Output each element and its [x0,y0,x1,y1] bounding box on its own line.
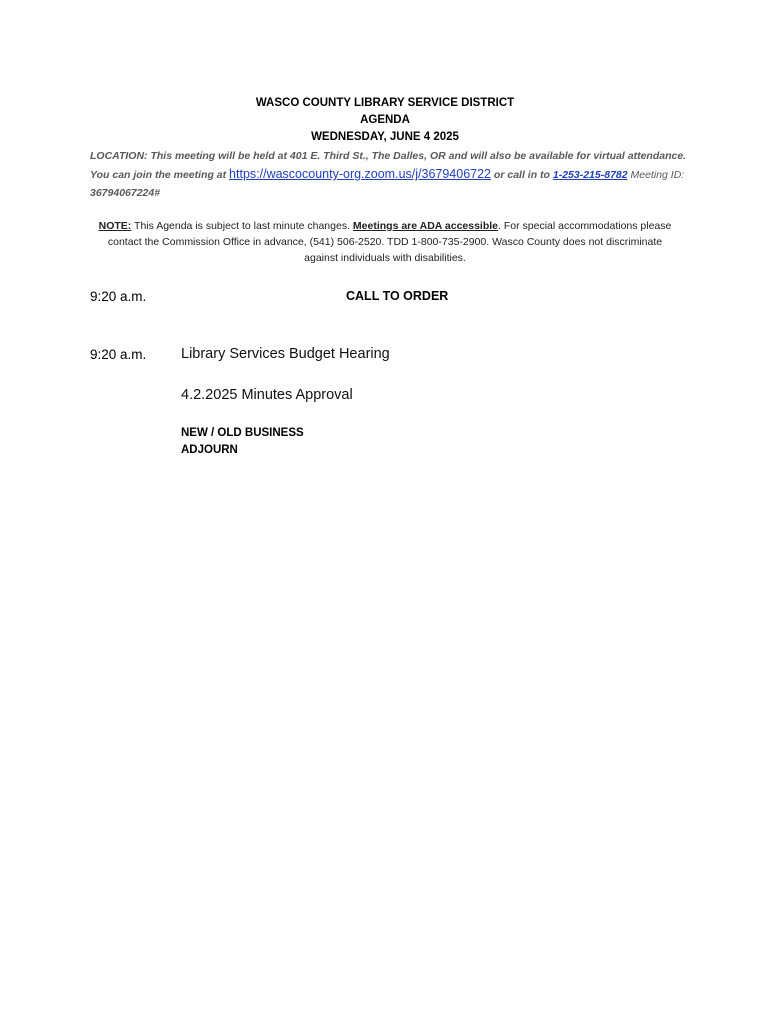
agenda-item-new-old-business: NEW / OLD BUSINESS [181,427,304,439]
agenda-title: AGENDA [360,114,410,126]
district-title: WASCO COUNTY LIBRARY SERVICE DISTRICT [255,97,515,109]
meeting-id: 36794067224# [90,187,161,199]
ada-notice: Meetings are ADA accessible [352,220,499,232]
note-text: This Agenda is subject to last minute changes. [131,220,353,232]
call-in-text: or call in to [491,169,553,181]
note-paragraph [90,218,680,266]
zoom-link[interactable]: https://wascocounty-org.zoom.us/j/3679406722 [229,167,492,181]
note-label: NOTE: [98,220,132,232]
agenda-item-budget-hearing: Library Services Budget Hearing [181,346,390,362]
location-paragraph [90,147,690,202]
agenda-time-1: 9:20 a.m. [90,289,147,304]
meeting-id-label: Meeting ID: [627,169,685,181]
location-text: LOCATION: This meeting will be held at 401 E. Third St., The Dalles, OR and will also be available for virtual attendance. You can join the meeting at [90,150,687,181]
agenda-item-minutes-approval: 4.2.2025 Minutes Approval [181,387,353,403]
agenda-time-2: 9:20 a.m. [90,347,147,362]
phone-link[interactable]: 1-253-215-8782 [552,169,628,181]
meeting-date: WEDNESDAY, JUNE 4 2025 [311,131,459,143]
agenda-item-adjourn: ADJOURN [181,444,238,456]
note-text-continued: . For special accommodations please contact the Commission Office in advance, (541) 506-2520. TDD 1-800-735-2900. Wasco County does not discriminate against individuals with disabilities. [107,220,672,264]
agenda-header [0,95,770,146]
call-to-order: CALL TO ORDER [346,289,449,303]
